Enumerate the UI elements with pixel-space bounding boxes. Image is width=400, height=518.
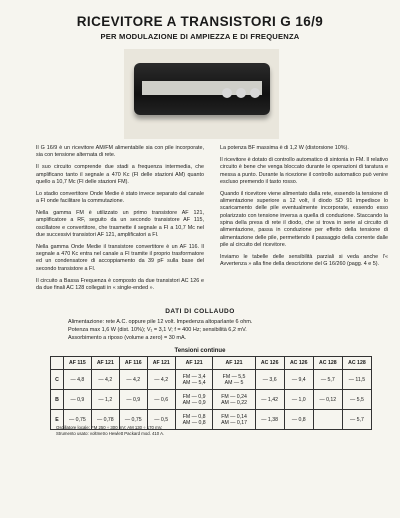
- table-cell: — 0,12: [313, 390, 342, 410]
- table-row: [51, 390, 372, 410]
- radio-illustration: [134, 63, 270, 115]
- table-header: AF 121: [213, 357, 255, 370]
- left-column: [36, 145, 204, 297]
- paragraph: Quando il ricevitore viene alimentato dalla rete, essendo la tensione di alimentazione superiore a 12 volt, il diodo SD 91 impedisce lo scaricamento delle pile eventualmente incorporate, essendo esso polarizzato con tensione inversa a quella di conduzione. Staccando la spina della presa di rete il diodo, che si trova in serie al circuito di alimentazione, passa in conduzione per effetto della tensione di alimentazione delle pile, permettendo il passaggio della corrente dalle pile al circuito del ricevitore.: [220, 190, 388, 249]
- table-cell: FM — 0,24 AM — 0,22: [213, 390, 255, 410]
- footnote: Strumento usato: voltmetro Hewlett Packard mod. 410 A.: [56, 431, 165, 436]
- table-cell: — 9,4: [284, 370, 313, 390]
- paragraph: La potenza BF massima è di 1,2 W (distorsione 10%).: [220, 145, 349, 151]
- paragraph: Il ricevitore è dotato di controllo automatico di sintonia in FM. Il relativo circuito è bene che venga bloccato durante le operazioni di taratura e messa a punto. Durante la ricezione il controllo automatico può venire escluso premendo il tasto rosso.: [220, 156, 388, 185]
- table-header: AC 126: [255, 357, 284, 370]
- table-cell: — 4,2: [91, 370, 119, 390]
- row-label: C: [51, 370, 64, 390]
- table-cell: — 0,8: [284, 410, 313, 430]
- tensioni-table: [50, 356, 372, 430]
- dati-line: Potenza max 1,6 W (dist. 10%); V₁ = 3,1 V; f = 400 Hz; sensibilità 6,2 mV.: [68, 327, 247, 333]
- table-header-row: [51, 357, 372, 370]
- table-header: AC 126: [284, 357, 313, 370]
- table-header: AF 121: [147, 357, 175, 370]
- table-cell: — 0,5: [147, 410, 175, 430]
- paragraph: Lo stadio convertitore Onde Medie è stato invece separato dal canale a FI onde facilitare la commutazione.: [36, 190, 204, 205]
- dati-line: Assorbimento a riposo (volume a zero) = 30 mA.: [68, 335, 187, 341]
- table-cell: — 0,6: [147, 390, 175, 410]
- page-subtitle: PER MODULAZIONE DI AMPIEZZA E DI FREQUENZA: [100, 32, 300, 41]
- table-header: [51, 357, 64, 370]
- footnote: Oscillatore locale: FM 250 ÷ 300 mV; AM 130 ÷ 170 mV.: [56, 425, 163, 430]
- row-label: B: [51, 390, 64, 410]
- table-header: AF 121: [91, 357, 119, 370]
- table-cell: — 1,2: [91, 390, 119, 410]
- dati-title: DATI DI COLLAUDO: [165, 308, 235, 315]
- table-cell: — 5,7: [313, 370, 342, 390]
- table-cell: — 1,0: [284, 390, 313, 410]
- table-cell: FM — 0,8 AM — 0,8: [175, 410, 213, 430]
- page-title: RICEVITORE A TRANSISTORI G 16/9: [76, 14, 324, 29]
- knob-icon: [250, 88, 260, 98]
- table-cell: FM — 3,4 AM — 5,4: [175, 370, 213, 390]
- table-cell: — 11,5: [342, 370, 371, 390]
- table-header: AC 128: [313, 357, 342, 370]
- tensioni-title: Tensioni continue: [174, 348, 226, 354]
- table-cell: — 0,9: [119, 390, 147, 410]
- table-cell: — 3,6: [255, 370, 284, 390]
- table-cell: — 4,2: [119, 370, 147, 390]
- right-column: [220, 145, 388, 273]
- paragraph: Inviamo le tabelle delle sensibilità parziali si veda anche l'« Avvertenza » alla fine della descrizione del G 16/260 (pagg. 4 e 5).: [220, 253, 388, 268]
- table-cell: — 0,78: [91, 410, 119, 430]
- table-row: [51, 370, 372, 390]
- knob-icon: [236, 88, 246, 98]
- table-cell: — 0,75: [119, 410, 147, 430]
- paragraph: Il G 16/9 è un ricevitore AM/FM alimentabile sia con pile incorporate, sia con tensione alternata di rete.: [36, 145, 204, 159]
- table-cell: — 1,38: [255, 410, 284, 430]
- table-header: AF 116: [119, 357, 147, 370]
- table-cell: FM — 0,14 AM — 0,17: [213, 410, 255, 430]
- table-cell: — 5,5: [342, 390, 371, 410]
- table-cell: — 0,9: [64, 390, 92, 410]
- table-cell: FM — 5,5 AM — 5: [213, 370, 255, 390]
- paragraph: Nella gamma Onde Medie il transistore convertitore è un AF 116. Il segnale a 470 Kc entra nel canale a FI tramite il proprio trasformatore ed un condensatore di accoppiamento da 39 pF sulla base del secondo transistore a FI.: [36, 243, 204, 272]
- table-cell: — 0,75: [64, 410, 92, 430]
- table-header: AC 128: [342, 357, 371, 370]
- table-cell: — 4,8: [64, 370, 92, 390]
- dati-block: [68, 318, 368, 342]
- table-header: AF 115: [64, 357, 92, 370]
- paragraph: Il suo circuito comprende due stadi a frequenza intermedia, che amplificano tanto il segnale a 470 Kc (FI delle stazioni AM) quanto quello a 10,7 Mc (FI delle stazioni FM).: [36, 164, 204, 185]
- knob-icon: [222, 88, 232, 98]
- table-header: AF 121: [175, 357, 213, 370]
- row-label: E: [51, 410, 64, 430]
- paragraph: Nella gamma FM è utilizzato un primo transistore AF 121, amplificatore a RF, seguito da un secondo transistore AF 115, oscillatore e convertitore, che trasmette il segnale a FI a 10,7 Mc nel due successivi transistori AF 121, amplificatori a FI.: [36, 209, 204, 238]
- radio-photo: [124, 49, 279, 139]
- table-cell: FM — 0,9 AM — 0,9: [175, 390, 213, 410]
- table-cell: — 4,2: [147, 370, 175, 390]
- dati-line: Alimentazione: rete A.C. oppure pile 12 volt. Impedenza altoparlante 6 ohm.: [68, 319, 253, 325]
- paragraph: Il circuito a Bassa Frequenza è composto da due transistori AC 126 e da due finali AC 128 collegati in « single-ended ».: [36, 277, 204, 291]
- table-cell: — 1,42: [255, 390, 284, 410]
- table-cell: — 5,7: [342, 410, 371, 430]
